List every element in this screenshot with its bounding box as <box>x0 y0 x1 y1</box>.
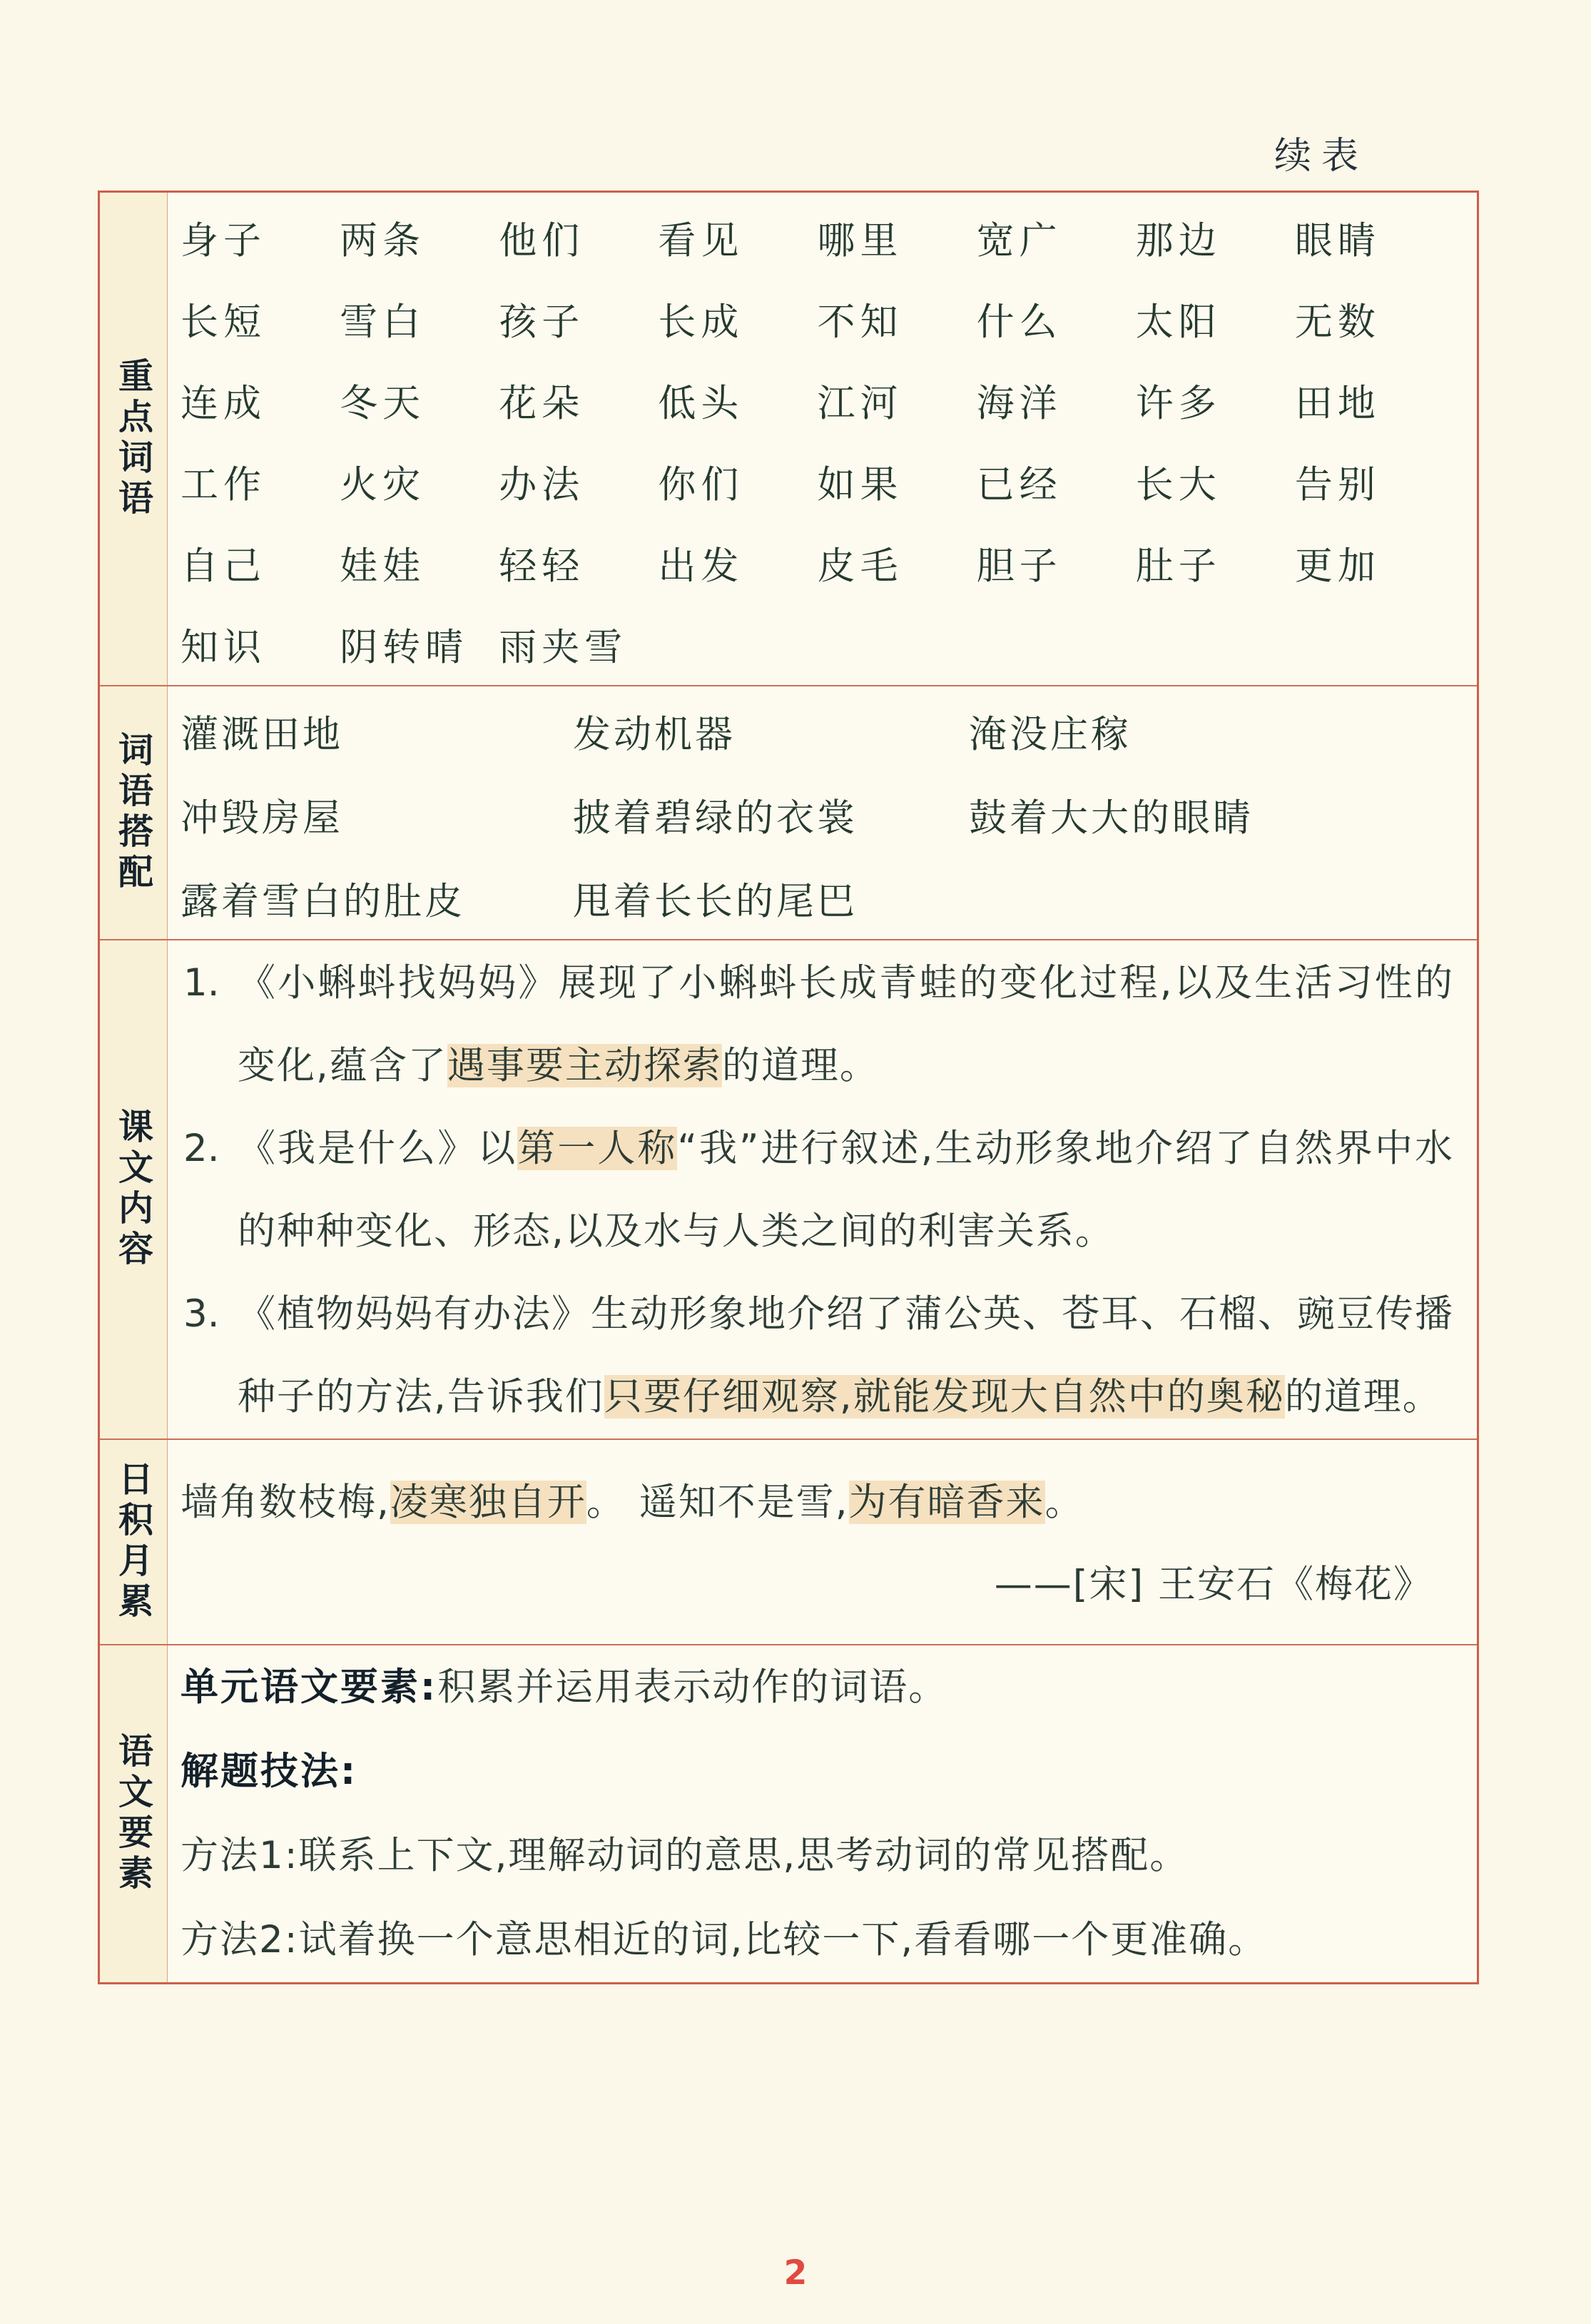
section-label-cell <box>100 940 168 1438</box>
word: 雪白 <box>340 300 426 344</box>
elements-content <box>168 1645 1477 1982</box>
word: 自己 <box>181 544 266 588</box>
collocation: 露着雪白的肚皮 <box>181 879 465 923</box>
text-segment: 《植物妈妈有办法》生动形象地介绍了蒲公英、苍耳、石榴、豌豆传播种子的方法,告诉我们 <box>238 1292 1454 1419</box>
word: 长成 <box>658 300 744 344</box>
word: 许多 <box>1135 382 1221 425</box>
technique-head-line <box>181 1730 1454 1814</box>
word: 他们 <box>499 219 585 263</box>
word: 低头 <box>658 382 744 425</box>
word: 皮毛 <box>817 544 903 588</box>
item-number: 3. <box>183 1292 220 1336</box>
highlighted-text: 只要仔细观察,就能发现大自然中的奥秘 <box>604 1375 1285 1419</box>
page-number: 2 <box>783 2253 808 2293</box>
section-text-content <box>100 940 1477 1440</box>
section-collocations <box>100 686 1477 940</box>
word: 宽广 <box>976 219 1062 263</box>
text-segment: 《小蝌蚪找妈妈》展现了小蝌蚪长成青蛙的变化过程,以及生活习性的变化,蕴含了 <box>238 961 1454 1087</box>
section-language-elements <box>100 1645 1477 1982</box>
item-number: 2. <box>183 1127 220 1170</box>
word: 田地 <box>1294 382 1381 425</box>
section-label-cell <box>100 193 168 685</box>
section-label-elements: 语文要素 <box>113 1732 154 1895</box>
word: 两条 <box>340 219 426 263</box>
collocation: 披着碧绿的衣裳 <box>573 796 858 840</box>
unit-element-text: 积累并运用表示动作的词语。 <box>437 1665 948 1709</box>
word: 冬天 <box>340 382 426 425</box>
section-label-cell <box>100 1645 168 1982</box>
text-segment: 。 <box>1044 1481 1084 1524</box>
word: 你们 <box>658 463 744 507</box>
collocation-row <box>181 856 1454 939</box>
word: 看见 <box>658 219 744 263</box>
text-content-items <box>168 940 1477 1438</box>
unit-element-line <box>181 1645 1454 1730</box>
continued-table-label: 续表 <box>1274 135 1369 178</box>
text-segment: 。 遥知不是雪, <box>586 1481 849 1524</box>
method-line: 方法2:试着换一个意思相近的词,比较一下,看看哪一个更准确。 <box>181 1918 1268 1962</box>
section-label-accumulation: 日积月累 <box>113 1461 154 1623</box>
word-row <box>181 522 1454 604</box>
word: 办法 <box>499 463 585 507</box>
technique-head: 解题技法: <box>181 1750 358 1793</box>
key-words-grid <box>168 193 1477 685</box>
section-label-cell <box>100 686 168 939</box>
section-key-words <box>100 193 1477 686</box>
word: 雨夹雪 <box>499 626 628 669</box>
accumulation-content <box>168 1440 1477 1644</box>
collocation: 淹没庄稼 <box>969 712 1132 756</box>
highlighted-text: 遇事要主动探索 <box>447 1044 722 1087</box>
collocation: 冲毁房屋 <box>181 796 343 840</box>
content-item <box>181 942 1454 1107</box>
word-row <box>181 360 1454 441</box>
word: 火灾 <box>340 463 426 507</box>
word: 更加 <box>1294 544 1381 588</box>
text-segment: 的道理。 <box>721 1044 879 1087</box>
text-segment: “我”进行叙述,生动形象地介绍了自然界中水的种种变化、形态,以及水与人类之间的利害关系。 <box>238 1127 1455 1253</box>
word: 已经 <box>976 463 1062 507</box>
word: 肚子 <box>1135 544 1221 588</box>
word: 身子 <box>181 219 266 263</box>
text-segment: 的道理。 <box>1284 1375 1442 1419</box>
highlighted-text: 为有暗香来 <box>848 1481 1045 1524</box>
word: 太阳 <box>1135 300 1221 344</box>
word: 胆子 <box>976 544 1062 588</box>
word: 无数 <box>1294 300 1381 344</box>
word: 海洋 <box>976 382 1062 425</box>
collocation: 灌溉田地 <box>181 712 343 756</box>
poem-line <box>181 1461 1454 1543</box>
word: 如果 <box>817 463 903 507</box>
word: 工作 <box>181 463 266 507</box>
word: 出发 <box>658 544 744 588</box>
word: 眼睛 <box>1294 219 1381 263</box>
word: 孩子 <box>499 300 585 344</box>
highlighted-text: 凌寒独自开 <box>390 1481 586 1524</box>
word: 哪里 <box>817 219 903 263</box>
word: 知识 <box>181 626 266 669</box>
unit-element-head: 单元语文要素: <box>181 1665 438 1709</box>
word: 什么 <box>976 300 1062 344</box>
word-row <box>181 278 1454 360</box>
section-accumulation <box>100 1440 1477 1645</box>
word: 阴转晴 <box>340 626 469 669</box>
section-label-text-content: 课文内容 <box>113 1108 154 1271</box>
word: 连成 <box>181 382 266 425</box>
highlighted-text: 第一人称 <box>517 1127 678 1170</box>
word: 长大 <box>1135 463 1221 507</box>
word-row <box>181 441 1454 522</box>
summary-table <box>98 191 1479 1984</box>
word: 江河 <box>817 382 903 425</box>
section-label-collocations: 词语搭配 <box>113 731 154 894</box>
word: 那边 <box>1135 219 1221 263</box>
word: 轻轻 <box>499 544 585 588</box>
methods-list <box>181 1814 1454 1982</box>
text-segment: 墙角数枝梅, <box>181 1481 390 1524</box>
content-item <box>181 1273 1454 1438</box>
section-label-key-words: 重点词语 <box>113 357 154 520</box>
collocation: 甩着长长的尾巴 <box>573 879 858 923</box>
method-line: 方法1:联系上下文,理解动词的意思,思考动词的常见搭配。 <box>181 1834 1189 1877</box>
item-number: 1. <box>183 961 220 1005</box>
collocation: 发动机器 <box>573 712 736 756</box>
word: 告别 <box>1294 463 1381 507</box>
word-row <box>181 604 1454 685</box>
word-row <box>181 197 1454 278</box>
text-segment: 《我是什么》以 <box>238 1127 518 1170</box>
word: 娃娃 <box>340 544 426 588</box>
content-item <box>181 1107 1454 1273</box>
collocation: 鼓着大大的眼睛 <box>969 796 1254 840</box>
poem-attribution: ——[宋] 王安石《梅花》 <box>994 1563 1433 1606</box>
collocations-grid <box>168 686 1477 939</box>
section-label-cell <box>100 1440 168 1644</box>
collocation-row <box>181 689 1454 773</box>
word: 花朵 <box>499 382 585 425</box>
collocation-row <box>181 773 1454 856</box>
word: 不知 <box>817 300 903 344</box>
word: 长短 <box>181 300 266 344</box>
